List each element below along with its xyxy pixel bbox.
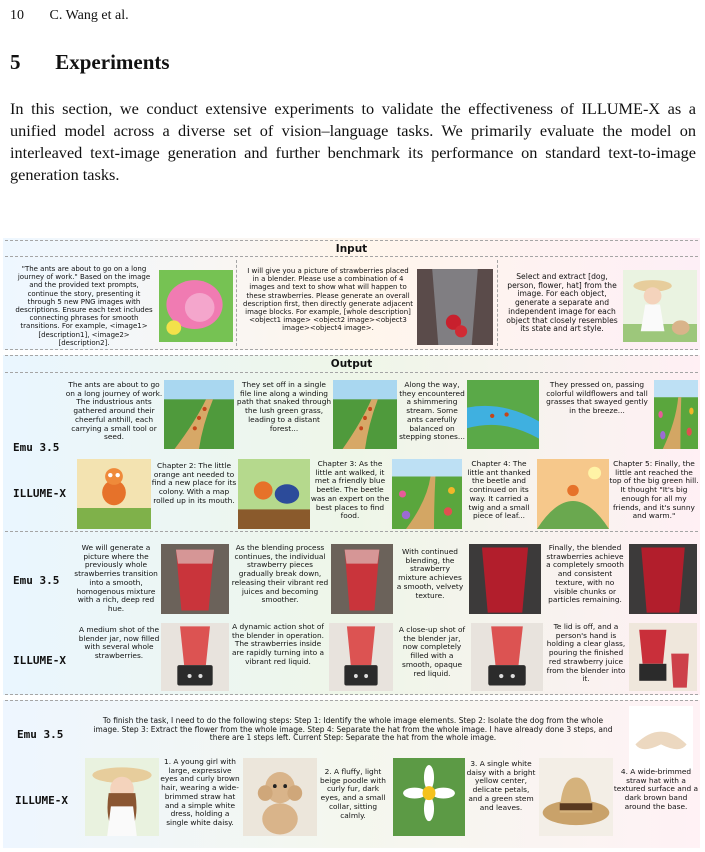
illume-extract-image-daisy — [393, 758, 465, 836]
row-label-emu-blender: Emu 3.5 — [13, 574, 60, 587]
emu-blender-image-2 — [331, 544, 393, 614]
illume-extract-text-1: 1. A young girl with large, expressive eyes and curly brown hair, wearing a wide-brimmed straw hat and a simple white dress, holding a single white daisy. — [160, 757, 240, 827]
illume-ants-text-4: Chapter 5: Finally, the little ant reached the top of the big green hill. It thought "It's big enough for all my friends, and it's sunny and warm." — [609, 459, 699, 521]
illume-ants-text-3: Chapter 4: The little ant thanked the beetle and continued on its way. It carried a twig and a small piece of leaf... — [467, 459, 531, 521]
emu-ants-text-2: They set off in a single file line along a winding path that snaked through the lush green grass, leading to a distant forest... — [236, 380, 332, 433]
input-prompt-story: "The ants are about to go on a long journey of work." Based on the image and the provided text prompts, continue the story, presenting it through 5 new PNG images with descriptions. Ensure each text includes connecting phrases for smooth transitions. For example, <image1> [description1], <image2> [description2]. — [15, 265, 153, 347]
emu-blender-text-4: Finally, the blended strawberries achieve a completely smooth and consistent texture, with no visible chunks or particles remaining. — [546, 543, 624, 605]
section-heading — [10, 50, 170, 75]
emu-extract-image-hat — [629, 706, 693, 770]
row-label-illume-extract: ILLUME-X — [15, 794, 68, 807]
row-label-emu-ants: Emu 3.5 — [13, 441, 60, 454]
illume-extract-image-hat — [539, 758, 613, 836]
illume-extract-image-poodle — [243, 758, 317, 836]
emu-ants-image-1 — [164, 380, 234, 449]
illume-blender-image-1 — [161, 623, 229, 691]
illume-ants-text-2: Chapter 3: As the little ant walked, it met a friendly blue beetle. The beetle was an expert on the best places to find food. — [310, 459, 390, 521]
row-label-illume-blender: ILLUME-X — [13, 654, 66, 667]
input-image-snail — [159, 270, 233, 342]
input-prompt-extract: Select and extract [dog, person, flower, hat] from the image. For each object, generate a separate and independent image for each object that closely resembles its state and art style. — [506, 272, 618, 334]
illume-blender-image-3 — [471, 623, 543, 691]
illume-extract-text-2: 2. A fluffy, light beige poodle with curly fur, dark eyes, and a small collar, sitting calmly. — [320, 767, 386, 820]
illume-blender-text-4: Te lid is off, and a person's hand is holding a clear glass, pouring the finished red strawberry juice from the blender into it. — [546, 622, 626, 684]
illume-blender-text-2: A dynamic action shot of the blender in operation. The strawberries inside are rapidly turning into a vibrant red liquid. — [231, 622, 325, 666]
section-number: 5 — [10, 50, 21, 74]
emu-ants-text-4: They pressed on, passing colorful wildflowers and tall grasses that swayed gently in the breeze... — [546, 380, 648, 416]
emu-blender-text-3: With continued blending, the strawberry mixture achieves a smooth, velvety texture. — [396, 547, 464, 600]
illume-blender-text-1: A medium shot of the blender jar, now filled with several whole strawberries. — [78, 625, 160, 661]
illume-blender-image-2 — [329, 623, 393, 691]
emu-blender-text-1: We will generate a picture where the previously whole strawberries transition into a smooth, homogenous mixture with a rich, deep red hue. — [74, 543, 158, 613]
illume-extract-text-4: 4. A wide-brimmed straw hat with a textured surface and a dark brown band around the base. — [613, 767, 699, 811]
row-label-illume-ants: ILLUME-X — [13, 487, 66, 500]
emu-blender-image-4 — [629, 544, 697, 614]
illume-ants-image-2 — [238, 459, 310, 529]
illume-ants-image-3 — [392, 459, 462, 529]
section-title: Experiments — [55, 50, 170, 74]
running-head — [10, 8, 129, 24]
illume-blender-text-3: A close-up shot of the blender jar, now completely filled with a smooth, opaque red liquid. — [398, 625, 466, 678]
illume-blender-image-4 — [629, 623, 697, 691]
input-image-girl — [623, 270, 697, 342]
row-label-emu-extract: Emu 3.5 — [17, 728, 64, 741]
illume-extract-image-girl — [85, 758, 159, 836]
emu-extract-text: To finish the task, I need to do the following steps: Step 1: Identify the whole image elements. Step 2: Isolate the dog from the whole image. Step 3: Extract the flower from the whole image. Step 4: Separate the hat from the whole image. I have already done 3 steps, and there are 1 steps left. Current Step: Separate the hat from the whole image. — [93, 716, 613, 743]
author-line: C. Wang et al. — [49, 8, 129, 23]
emu-ants-text-1: The ants are about to go on a long journey of work. The industrious ants gathered around their cheerful anthill, each carrying a small tool or seed. — [65, 380, 163, 442]
output-title: Output — [330, 358, 373, 370]
illume-ants-image-1 — [77, 459, 151, 529]
emu-ants-text-3: Along the way, they encountered a shimmering stream. Some ants carefully balanced on stepping stones... — [399, 380, 465, 442]
emu-ants-image-2 — [333, 380, 397, 449]
emu-ants-image-4 — [654, 380, 698, 449]
input-prompt-blender: I will give you a picture of strawberries placed in a blender. Please use a combination of 4 images and text to show what will happen to these strawberries. Please generate an overall description first, then directly generate adjacent image blocks. For example, [whole description] <object1 image> <object2 image><object3 image><object4 image>. — [243, 267, 413, 333]
input-image-strawberries — [417, 269, 493, 345]
illume-ants-text-1: Chapter 2: The little orange ant needed to find a new place for its colony. With a map rolled up in its mouth. — [151, 461, 237, 505]
emu-blender-image-3 — [469, 544, 541, 614]
emu-blender-image-1 — [161, 544, 229, 614]
intro-paragraph: In this section, we conduct extensive experiments to validate the effectiveness of ILLUME-X as a unified model across a diverse set of vision–language tasks. We primarily evaluate the model on interleaved text-image generation and further benchmark its performance on standard text-to-image generation tasks. — [10, 99, 696, 184]
input-title: Input — [335, 243, 368, 255]
figure — [3, 238, 700, 848]
emu-ants-image-3 — [467, 380, 539, 449]
illume-extract-text-3: 3. A single white daisy with a bright yellow center, delicate petals, and a green stem and leaves. — [466, 759, 536, 812]
illume-ants-image-4 — [537, 459, 609, 529]
emu-blender-text-2: As the blending process continues, the individual strawberry pieces gradually break down, releasing their vibrant red juices and becoming smoother. — [231, 543, 329, 605]
page-number: 10 — [10, 8, 24, 23]
